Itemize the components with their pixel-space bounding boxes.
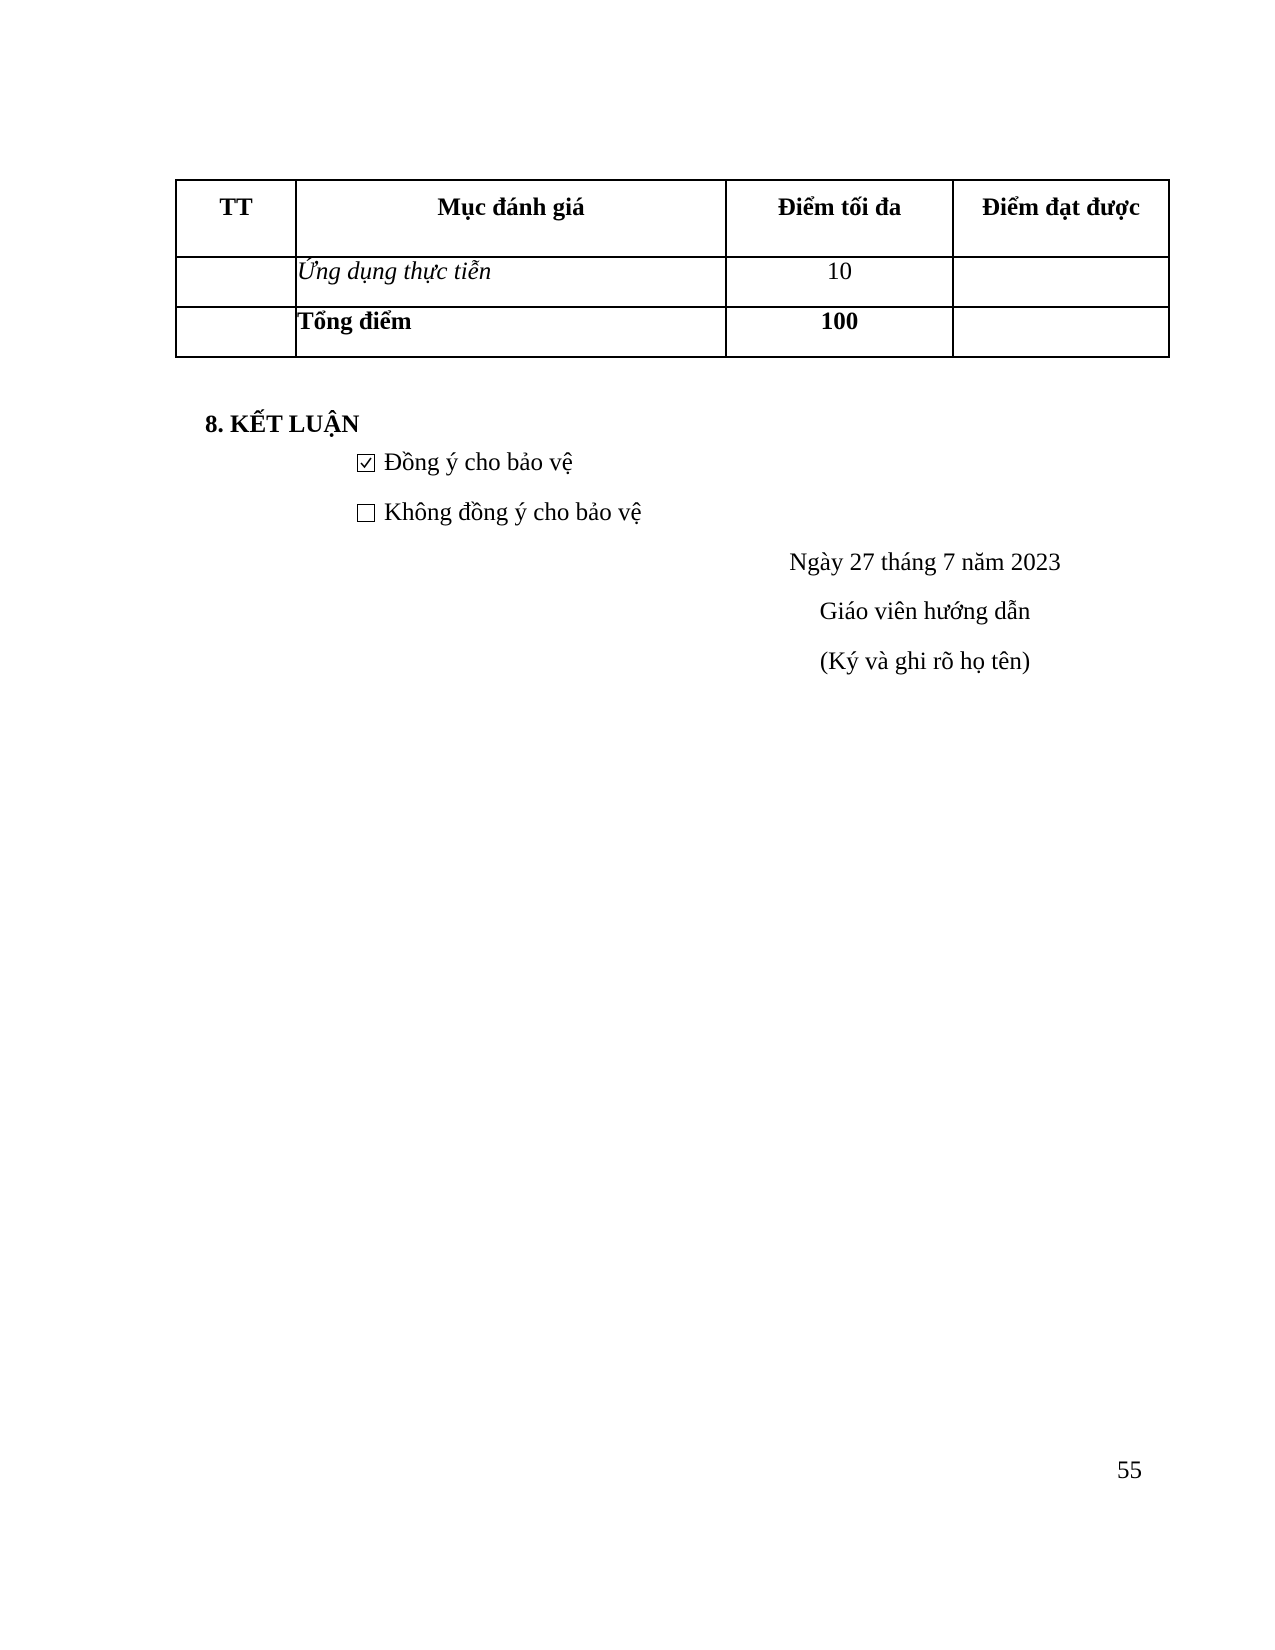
total-achieved-score	[953, 307, 1169, 357]
signature-date: Ngày 27 tháng 7 năm 2023	[789, 549, 1061, 576]
page-number: 55	[1117, 1457, 1142, 1484]
table-total-row	[176, 307, 1169, 357]
signature-note: (Ký và ghi rõ họ tên)	[819, 648, 1031, 675]
signature-role: Giáo viên hướng dẫn	[819, 598, 1031, 625]
row-max-score: 10	[726, 257, 953, 307]
header-max-score: Điểm tối đa	[726, 180, 953, 257]
option-disagree[interactable]	[357, 499, 642, 527]
row-tt	[176, 257, 296, 307]
row-achieved-score	[953, 257, 1169, 307]
row-criteria: Ứng dụng thực tiễn	[296, 257, 726, 307]
table-header-row	[176, 180, 1169, 257]
evaluation-table	[175, 179, 1170, 358]
row-tt	[176, 307, 296, 357]
option-disagree-label: Không đồng ý cho bảo vệ	[384, 499, 642, 526]
option-agree-label: Đồng ý cho bảo vệ	[384, 449, 573, 476]
empty-checkbox-icon[interactable]	[357, 504, 375, 522]
table-row	[176, 257, 1169, 307]
header-criteria: Mục đánh giá	[296, 180, 726, 257]
total-max-score: 100	[726, 307, 953, 357]
checked-checkbox-icon[interactable]	[357, 454, 375, 472]
header-tt: TT	[176, 180, 296, 257]
option-agree[interactable]	[357, 449, 573, 477]
conclusion-title: 8. KẾT LUẬN	[205, 411, 360, 438]
total-label: Tổng điểm	[296, 307, 726, 357]
header-achieved-score: Điểm đạt được	[953, 180, 1169, 257]
